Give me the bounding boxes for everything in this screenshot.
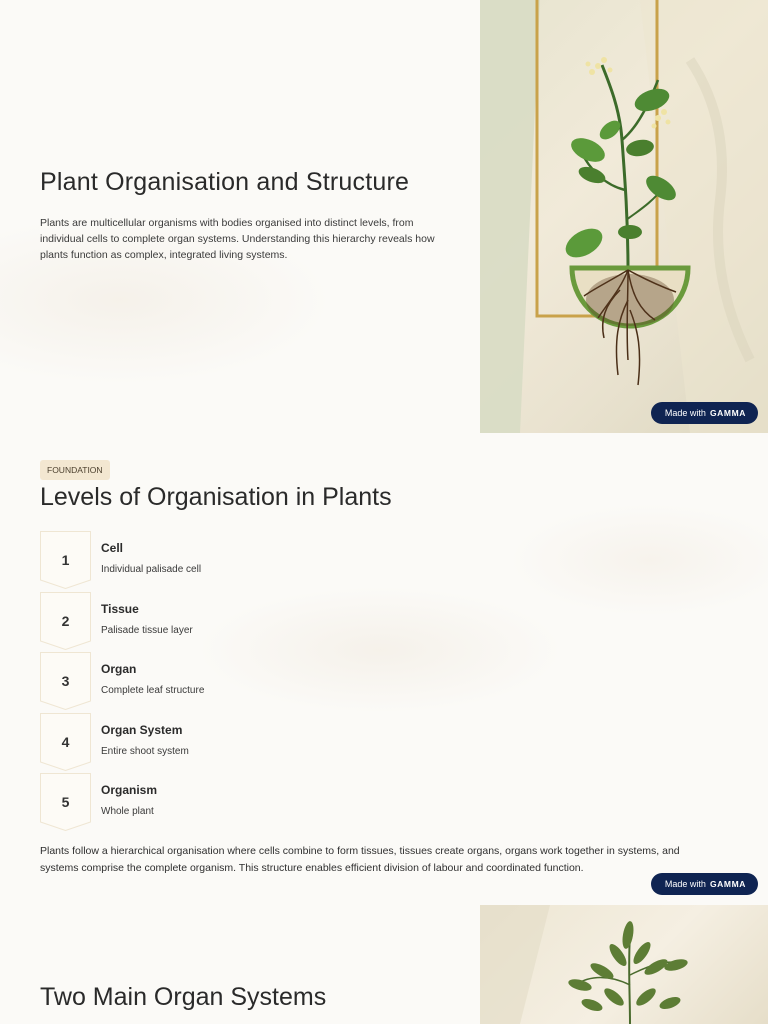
intro-paragraph: Plants are multicellular organisms with bodies organised into distinct levels, from individual cells to complete organ systems. Understanding this hierarchy reveals how plants function as complex, integrated living systems.: [40, 217, 435, 261]
level-number: 5: [61, 794, 70, 810]
level-description: Whole plant: [101, 806, 154, 817]
level-number: 4: [61, 733, 70, 750]
level-description: Palisade tissue layer: [101, 624, 193, 636]
level-description: Complete leaf structure: [101, 685, 205, 696]
gamma-logo: GAMMA: [709, 408, 746, 418]
level-name: Cell: [101, 541, 124, 555]
level-item-cell: [40, 531, 440, 592]
organ-systems-card: [0, 903, 768, 1024]
section-title: Two Main Organ Systems: [40, 983, 327, 1011]
made-with-gamma-badge[interactable]: [651, 873, 758, 895]
levels-list: [40, 531, 440, 834]
level-item-organism: [40, 773, 440, 834]
potted-plant-image: [480, 905, 768, 1024]
plant-roots-image: [480, 0, 768, 433]
level-number: 3: [61, 673, 70, 689]
level-item-organ: [40, 652, 440, 713]
level-number: 2: [61, 612, 70, 629]
made-with-label: Made with: [664, 408, 706, 418]
gamma-logo: GAMMA: [709, 879, 746, 889]
level-description: Entire shoot system: [101, 745, 189, 757]
summary-paragraph: Plants follow a hierarchical organisation where cells combine to form tissues, tissues create organs, organs work together in systems, and systems comprise the complete organism. This structure enables efficient division of labour and coordinated function.: [40, 845, 680, 874]
level-item-organ-system: [40, 713, 440, 774]
level-number: 1: [61, 552, 70, 568]
made-with-label: Made with: [664, 879, 706, 889]
intro-card: [0, 0, 768, 433]
levels-card: [0, 433, 768, 903]
section-title: Levels of Organisation in Plants: [40, 483, 392, 511]
level-item-tissue: [40, 592, 440, 653]
level-name: Organism: [101, 783, 158, 797]
made-with-gamma-badge[interactable]: [651, 402, 758, 424]
level-description: Individual palisade cell: [101, 564, 202, 575]
page-title: Plant Organisation and Structure: [40, 168, 410, 196]
section-tag: FOUNDATION: [40, 460, 110, 480]
level-name: Organ: [101, 662, 137, 676]
level-name: Tissue: [101, 601, 139, 616]
level-name: Organ System: [101, 722, 183, 737]
